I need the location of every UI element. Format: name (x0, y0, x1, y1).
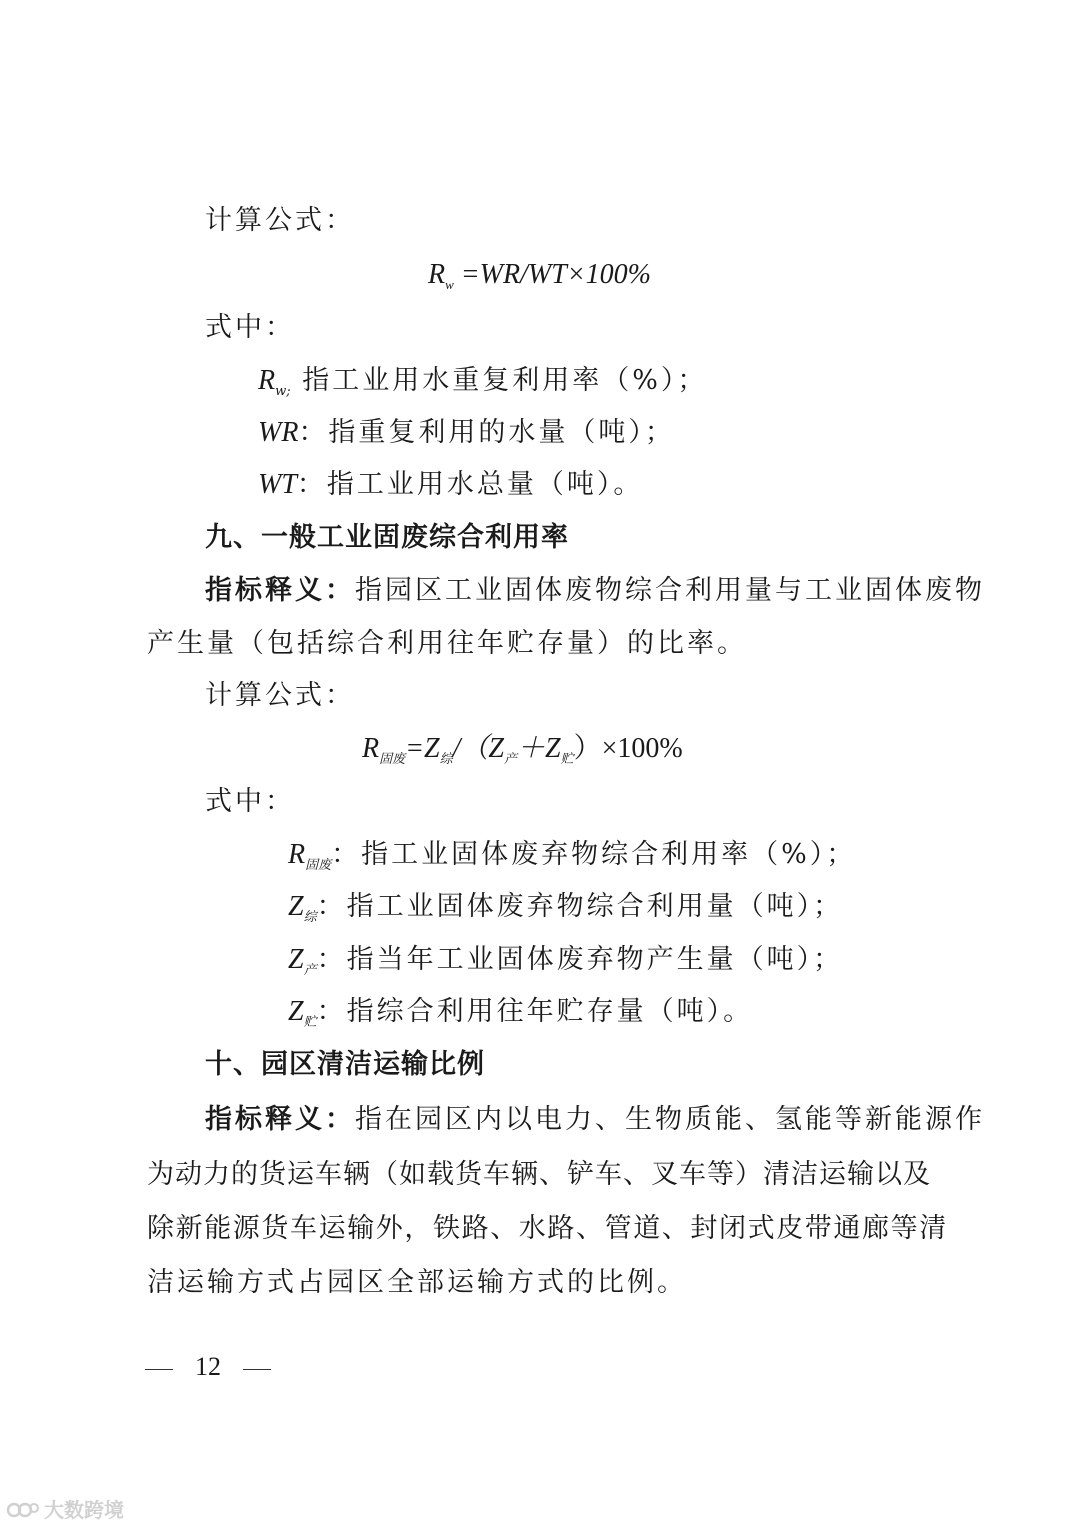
dash-right (243, 1369, 271, 1370)
formula-label: 计算公式： (205, 205, 355, 236)
definition-item: $R_{固废}$：指工业固体废弃物综合利用率（%）； (288, 839, 857, 873)
dash-left (145, 1369, 173, 1370)
formula-solid-waste: $R_{固废}=Z_综/(Z_产+Z_贮)\times 100\%$ (362, 733, 683, 766)
watermark (6, 1494, 124, 1523)
where-label: 式中： (205, 312, 295, 343)
definition-item: $R_{w;}$ 指工业用水重复利用率（%）； (258, 365, 708, 399)
watermark-text: 大数跨境 (44, 1498, 124, 1522)
formula-label: 计算公式： (205, 680, 355, 711)
definition-item: WT：指工业用水总量（吨）。 (258, 469, 644, 500)
watermark-logo-icon (6, 1498, 40, 1520)
definition-paragraph-cont: 洁运输方式占园区全部运输方式的比例。 (147, 1267, 687, 1298)
definition-item: $Z_产$：指当年工业固体废弃物产生量（吨）； (288, 944, 844, 978)
definition-paragraph: 指标释义：指园区工业固体废物综合利用量与工业固体废物 (205, 575, 985, 606)
definition-item: $Z_贮$：指综合利用往年贮存量（吨）。 (288, 996, 754, 1030)
definition-item: WR：指重复利用的水量（吨）； (258, 417, 675, 448)
formula-water-reuse: $R_w =WR/WT\times 100\%$ (428, 259, 651, 292)
definition-paragraph: 指标释义：指在园区内以电力、生物质能、氢能等新能源作 (205, 1104, 985, 1135)
section-heading: 九、一般工业固废综合利用率 (205, 522, 569, 553)
definition-paragraph-cont: 产生量（包括综合利用往年贮存量）的比率。 (147, 628, 747, 659)
where-label: 式中： (205, 786, 295, 817)
page-number: 12 (145, 1352, 271, 1382)
definition-item: $Z_综$：指工业固体废弃物综合利用量（吨）； (288, 891, 844, 925)
definition-paragraph-cont: 为动力的货运车辆（如载货车辆、铲车、叉车等）清洁运输以及 (147, 1159, 931, 1190)
definition-paragraph-cont: 除新能源货车运输外，铁路、水路、管道、封闭式皮带通廊等清 (147, 1213, 948, 1244)
section-heading: 十、园区清洁运输比例 (205, 1049, 485, 1080)
